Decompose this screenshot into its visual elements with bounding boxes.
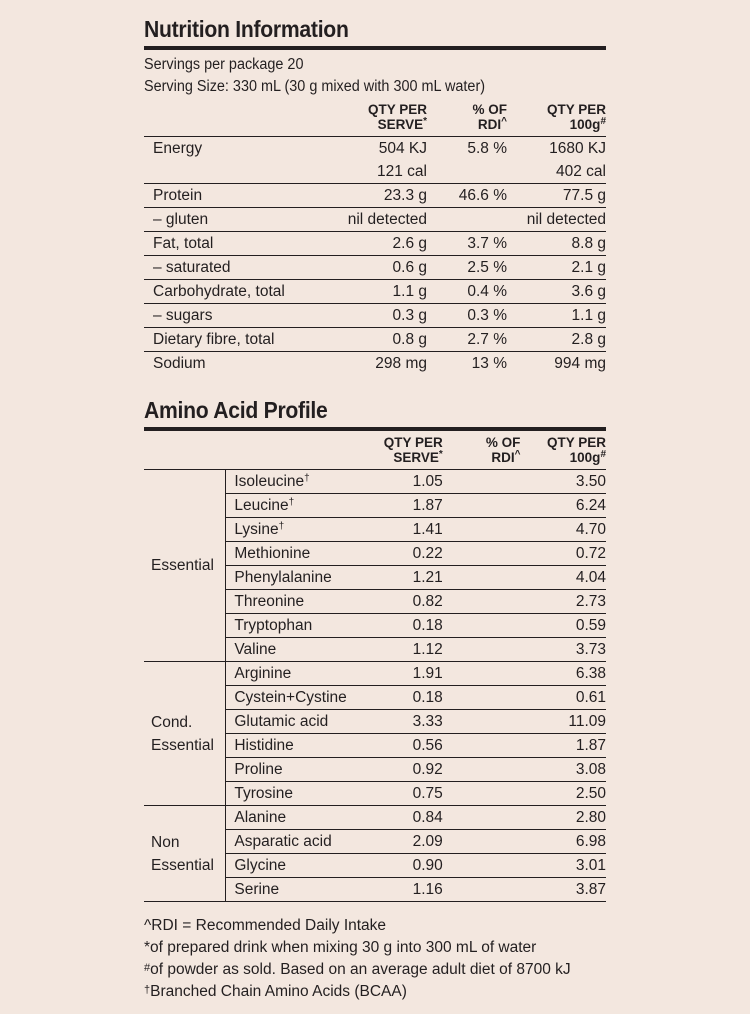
footnote-text: of powder as sold. Based on an average adult diet of 8700 kJ xyxy=(150,961,571,978)
footnote xyxy=(144,959,606,981)
amino-qty-per-100g: 4.04 xyxy=(520,566,606,590)
amino-qty-per-100g: 2.80 xyxy=(520,806,606,830)
amino-pct-rdi xyxy=(443,614,521,638)
amino-pct-rdi xyxy=(443,638,521,662)
amino-qty-per-100g: 6.38 xyxy=(520,662,606,686)
amino-qty-per-serve: 0.90 xyxy=(369,854,443,878)
footnotes xyxy=(144,915,606,1003)
nutrient-label: Protein xyxy=(153,187,203,204)
amino-qty-per-serve: 0.84 xyxy=(369,806,443,830)
bcaa-mark: † xyxy=(288,497,295,508)
qty-per-serve: 23.3 g xyxy=(383,187,427,204)
qty-per-serve: nil detected xyxy=(347,211,427,228)
pct-rdi: 3.7 % xyxy=(467,235,507,252)
amino-qty-per-100g: 2.50 xyxy=(520,782,606,806)
nutrition-row xyxy=(144,304,606,328)
pct-rdi: 0.4 % xyxy=(467,283,507,300)
amino-pct-rdi xyxy=(443,782,521,806)
qty-per-100g: 1680 KJ xyxy=(549,140,606,157)
qty-per-100g: nil detected xyxy=(526,211,606,228)
qty-per-serve: 0.6 g xyxy=(392,259,427,276)
footnote-text: of prepared drink when mixing 30 g into 300 mL of water xyxy=(150,939,537,956)
qty-per-100g: 2.8 g xyxy=(571,331,606,348)
amino-acid-name: Leucine† xyxy=(226,494,369,518)
nutrient-label: – sugars xyxy=(153,307,213,324)
bcaa-mark: † xyxy=(304,473,310,484)
amino-acid-name: Serine xyxy=(226,878,369,902)
amino-qty-per-serve: 1.05 xyxy=(369,470,443,494)
qty-per-100g: 8.8 g xyxy=(571,235,606,252)
amino-acid-name: Tyrosine xyxy=(226,782,369,806)
qty-per-serve: 298 mg xyxy=(375,355,427,372)
pct-rdi: 2.7 % xyxy=(467,331,507,348)
qty-per-100g: 994 mg xyxy=(554,355,606,372)
amino-acid-name: Phenylalanine xyxy=(226,566,369,590)
col-header-rdi: % OF RDI^ xyxy=(472,102,507,132)
col-header-serve: QTY PER SERVE* xyxy=(367,102,427,132)
amino-pct-rdi xyxy=(443,854,521,878)
footnote-text: Branched Chain Amino Acids (BCAA) xyxy=(150,983,407,1000)
qty-per-serve: 2.6 g xyxy=(392,235,427,252)
amino-pct-rdi xyxy=(443,758,521,782)
amino-qty-per-serve: 0.92 xyxy=(369,758,443,782)
amino-qty-per-serve: 1.21 xyxy=(369,566,443,590)
amino-row xyxy=(144,470,606,494)
nutrition-row xyxy=(144,352,606,376)
qty-per-100g: 2.1 g xyxy=(571,259,606,276)
amino-acid-name: Glycine xyxy=(226,854,369,878)
amino-pct-rdi xyxy=(443,566,521,590)
servings-per-package: Servings per package 20 xyxy=(144,56,304,73)
nutrition-row xyxy=(144,232,606,256)
nutrition-title: Nutrition Information xyxy=(144,16,349,42)
amino-qty-per-serve: 0.56 xyxy=(369,734,443,758)
pct-rdi: 13 % xyxy=(471,355,507,372)
amino-col-header-rdi: % OF RDI^ xyxy=(485,435,521,465)
amino-qty-per-100g: 11.09 xyxy=(520,710,606,734)
pct-rdi: 46.6 % xyxy=(458,187,507,204)
amino-qty-per-100g: 0.59 xyxy=(520,614,606,638)
amino-acid-name: Lysine† xyxy=(226,518,369,542)
nutrient-label: Energy xyxy=(153,140,203,157)
pct-rdi: 5.8 % xyxy=(467,140,507,157)
amino-table xyxy=(144,431,606,902)
amino-acid-name: Glutamic acid xyxy=(226,710,369,734)
amino-pct-rdi xyxy=(443,710,521,734)
amino-title: Amino Acid Profile xyxy=(144,397,328,423)
amino-group-label: Non Essential xyxy=(144,806,226,902)
amino-group-label: Cond. Essential xyxy=(144,662,226,806)
amino-acid-name: Methionine xyxy=(226,542,369,566)
amino-qty-per-serve: 0.22 xyxy=(369,542,443,566)
amino-pct-rdi xyxy=(443,662,521,686)
amino-acid-name: Asparatic acid xyxy=(226,830,369,854)
nutrition-row xyxy=(144,184,606,208)
amino-qty-per-100g: 0.61 xyxy=(520,686,606,710)
qty-per-100g: 1.1 g xyxy=(571,307,606,324)
amino-qty-per-serve: 1.41 xyxy=(369,518,443,542)
amino-qty-per-serve: 1.87 xyxy=(369,494,443,518)
footnote xyxy=(144,937,606,959)
amino-qty-per-100g: 6.98 xyxy=(520,830,606,854)
footnote-mark: * xyxy=(144,939,151,956)
nutrient-label: – saturated xyxy=(153,259,231,276)
amino-col-header-per100: QTY PER 100g# xyxy=(546,435,606,465)
amino-acid-name: Proline xyxy=(226,758,369,782)
amino-pct-rdi xyxy=(443,494,521,518)
qty-per-100g: 77.5 g xyxy=(562,187,606,204)
amino-pct-rdi xyxy=(443,878,521,902)
bcaa-mark: † xyxy=(278,521,285,532)
amino-qty-per-100g: 4.70 xyxy=(520,518,606,542)
amino-pct-rdi xyxy=(443,806,521,830)
nutrient-label: Dietary fibre, total xyxy=(153,331,275,348)
amino-group-label: Essential xyxy=(144,470,226,662)
nutrition-panel xyxy=(144,0,606,1003)
amino-acid-name: Histidine xyxy=(226,734,369,758)
amino-pct-rdi xyxy=(443,590,521,614)
amino-qty-per-100g: 3.50 xyxy=(520,470,606,494)
amino-pct-rdi xyxy=(443,686,521,710)
qty-per-serve: 121 cal xyxy=(377,163,427,180)
amino-qty-per-serve: 1.16 xyxy=(369,878,443,902)
title-rule xyxy=(144,46,606,50)
col-header-per100: QTY PER 100g# xyxy=(546,102,606,132)
amino-acid-name: Threonine xyxy=(226,590,369,614)
nutrient-label xyxy=(144,160,334,184)
amino-pct-rdi xyxy=(443,518,521,542)
pct-rdi xyxy=(427,160,507,184)
footnote-text: RDI = Recommended Daily Intake xyxy=(151,917,387,934)
amino-pct-rdi xyxy=(443,542,521,566)
nutrient-label: – gluten xyxy=(153,211,209,228)
footnote xyxy=(144,915,606,937)
amino-qty-per-100g: 3.87 xyxy=(520,878,606,902)
pct-rdi: 0.3 % xyxy=(467,307,507,324)
qty-per-serve: 1.1 g xyxy=(392,283,427,300)
amino-qty-per-serve: 3.33 xyxy=(369,710,443,734)
amino-qty-per-serve: 0.18 xyxy=(369,686,443,710)
nutrition-row xyxy=(144,137,606,161)
amino-qty-per-serve: 0.18 xyxy=(369,614,443,638)
pct-rdi: 2.5 % xyxy=(467,259,507,276)
amino-acid-name: Isoleucine† xyxy=(226,470,369,494)
amino-acid-name: Alanine xyxy=(226,806,369,830)
nutrition-row xyxy=(144,256,606,280)
amino-qty-per-serve: 0.75 xyxy=(369,782,443,806)
nutrient-label: Fat, total xyxy=(153,235,214,252)
amino-qty-per-100g: 3.73 xyxy=(520,638,606,662)
amino-acid-name: Valine xyxy=(226,638,369,662)
serving-size: Serving Size: 330 mL (30 g mixed with 300 mL water) xyxy=(144,78,486,95)
amino-pct-rdi xyxy=(443,470,521,494)
nutrition-table xyxy=(144,98,606,375)
qty-per-serve: 0.3 g xyxy=(392,307,427,324)
amino-header-row xyxy=(144,431,606,470)
nutrient-label: Sodium xyxy=(153,355,206,372)
amino-rows xyxy=(144,470,606,902)
serving-info xyxy=(144,54,606,98)
footnote-mark: † xyxy=(144,984,151,996)
amino-qty-per-100g: 3.08 xyxy=(520,758,606,782)
nutrient-label: Carbohydrate, total xyxy=(153,283,285,300)
amino-row xyxy=(144,806,606,830)
amino-qty-per-100g: 2.73 xyxy=(520,590,606,614)
qty-per-serve: 504 KJ xyxy=(378,140,427,157)
amino-qty-per-100g: 3.01 xyxy=(520,854,606,878)
qty-per-100g: 402 cal xyxy=(556,163,606,180)
amino-pct-rdi xyxy=(443,830,521,854)
nutrition-row xyxy=(144,328,606,352)
amino-qty-per-100g: 6.24 xyxy=(520,494,606,518)
amino-qty-per-serve: 1.12 xyxy=(369,638,443,662)
amino-acid-name: Cystein+Cystine xyxy=(226,686,369,710)
amino-qty-per-serve: 1.91 xyxy=(369,662,443,686)
footnote-mark: ^ xyxy=(144,917,152,934)
amino-qty-per-100g: 1.87 xyxy=(520,734,606,758)
pct-rdi xyxy=(427,208,507,232)
nutrition-rows xyxy=(144,137,606,376)
nutrition-row xyxy=(144,208,606,232)
qty-per-100g: 3.6 g xyxy=(571,283,606,300)
footnote xyxy=(144,981,606,1003)
qty-per-serve: 0.8 g xyxy=(392,331,427,348)
amino-qty-per-serve: 0.82 xyxy=(369,590,443,614)
nutrition-row xyxy=(144,280,606,304)
amino-qty-per-100g: 0.72 xyxy=(520,542,606,566)
amino-col-header-serve: QTY PER SERVE* xyxy=(383,435,443,465)
amino-pct-rdi xyxy=(443,734,521,758)
nutrition-header-row xyxy=(144,98,606,137)
amino-acid-name: Tryptophan xyxy=(226,614,369,638)
amino-row xyxy=(144,662,606,686)
footnote-mark: # xyxy=(144,962,151,974)
nutrition-row xyxy=(144,160,606,184)
amino-qty-per-serve: 2.09 xyxy=(369,830,443,854)
amino-acid-name: Arginine xyxy=(226,662,369,686)
